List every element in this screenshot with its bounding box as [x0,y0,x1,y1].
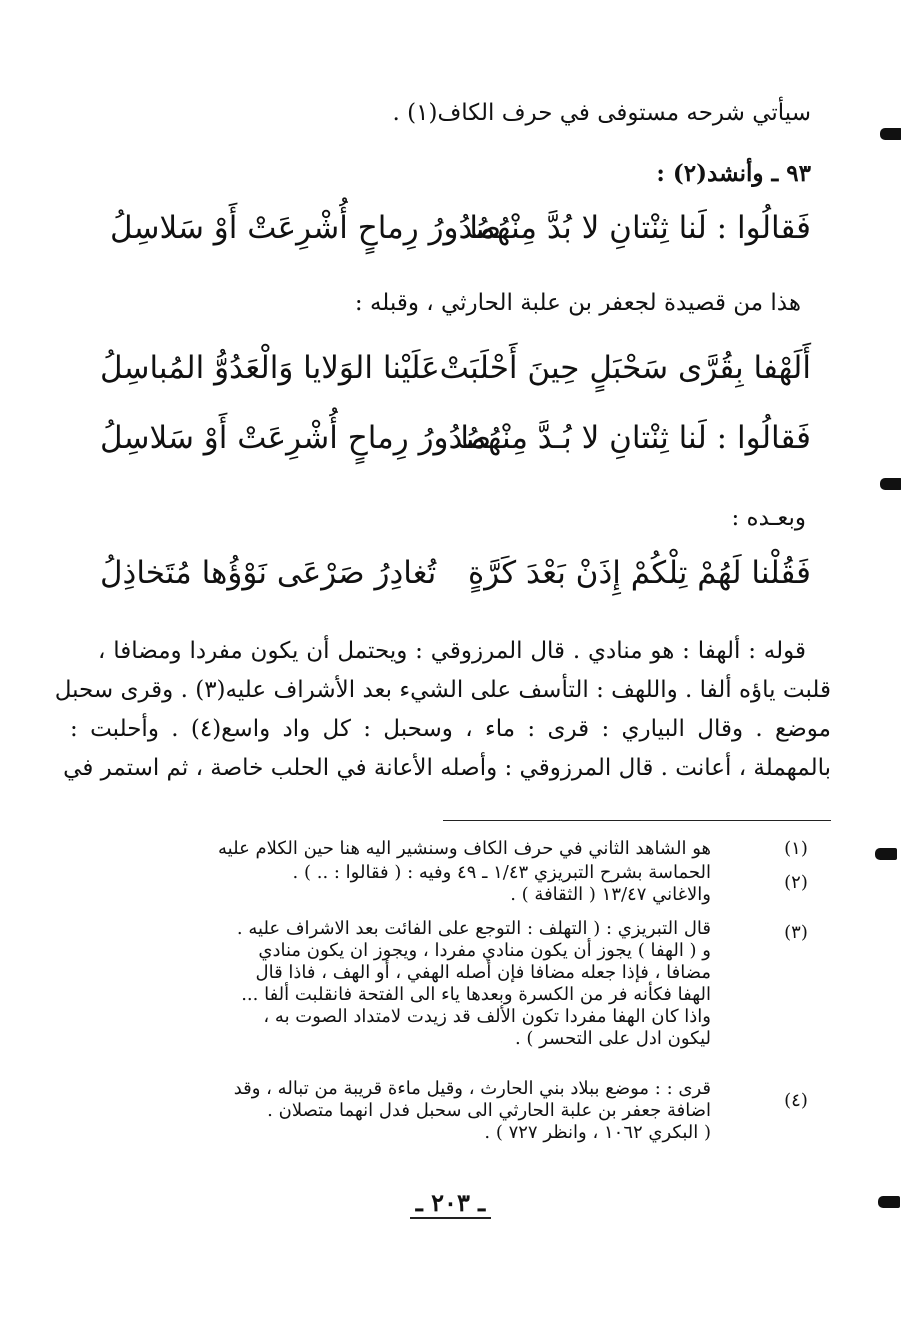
after-note: وبعـده : [731,505,806,531]
verse-4-first-hemistich: فَقُلْنا لَهُمْ تِلْكُمْ إِذَنْ بَعْدَ كَرَّةٍ [468,555,811,591]
entry-heading: ٩٣ ـ وأنشد(٢) : [656,160,811,187]
verse-2-second-hemistich: عَلَيْنا الوَلايا وَالْعَدُوُّ المُباسِلُ [100,350,440,386]
footnote-number: (٤) [784,1090,808,1111]
scan-mark [875,848,897,860]
footnote-text: هو الشاهد الثاني في حرف الكاف وسنشير اليه هنا حين الكلام عليه [218,838,711,859]
scan-mark [878,1196,900,1208]
commentary-line-4: بالمهملة ، أعانت . قال المرزوقي : وأصله الأعانة في الحلب خاصة ، ثم استمر في [63,755,831,781]
footnote-text: الحماسة بشرح التبريزي ١/٤٣ ـ ٤٩ وفيه : ( فقالوا : .. ) . والاغاني ١٣/٤٧ ( الثقافة ) . [292,862,711,905]
footnote-separator [443,820,831,821]
scan-mark [880,478,901,490]
page-number: ـ ٢٠٣ ـ [0,1188,901,1217]
footnote-text: قرى : : موضع ببلاد بني الحارث ، وقيل ماءة قريبة من تباله ، وقد اضافة جعفر بن علبة الحارثي الى سحبل فدل انهما متصلان . ( البكري ١٠٦٢ ، وانظر ٧٢٧ ) . [233,1078,711,1143]
footnote-number: (٢) [784,872,808,893]
verse-3-second-hemistich: صُدُورُ رِماحٍ أُشْرِعَتْ أَوْ سَلاسِلُ [100,420,492,456]
scan-mark [880,128,901,140]
verse-2-first-hemistich: أَلَهْفا بِقُرَّى سَحْبَلٍ حِينَ أَحْلَبَتْ [439,350,811,386]
commentary-line-1: قوله : ألهفا : هو منادي . قال المرزوقي : ويحتمل أن يكون مفردا ومضافا ، [98,638,806,664]
footnote-number: (١) [784,838,808,859]
verse-1-first-hemistich: فَقالُوا : لَنا ثِنْتانِ لا بُدَّ مِنْهُما [469,210,811,246]
verse-4-second-hemistich: تُغادِرُ صَرْعَى نَوْؤُها مُتَخاذِلُ [100,555,437,591]
commentary-line-3: موضع . وقال البياري : قرى : ماء ، وسحبل : كل واد واسع(٤) . وأحلبت : [70,716,831,742]
verse-3-first-hemistich: فَقالُوا : لَنا ثِنْتانِ لا بُـدَّ مِنْهُما [460,420,811,456]
continuation-line: سيأتي شرحه مستوفى في حرف الكاف(١) . [392,100,811,126]
source-note: هذا من قصيدة لجعفر بن علبة الحارثي ، وقبله : [354,290,801,316]
commentary-line-2: قلبت ياؤه ألفا . واللهف : التأسف على الشيء بعد الأشراف عليه(٣) . وقرى سحبل [54,677,831,703]
verse-1-second-hemistich: صُدُورُ رِماحٍ أُشْرِعَتْ أَوْ سَلاسِلُ [110,210,502,246]
footnote-text: قال التبريزي : ( التهلف : التوجع على الفائت بعد الاشراف عليه . و ( الهفا ) يجوز أن يكون منادي مفردا ، ويجوز ان يكون منادي مضافا ، فإذا جعله مضافا فإن أصله الهفي ، أو الهف ، فاذا قال الهفا فكأنه فر من الكسرة وبعدها ياء الى الفتحة فانقلبت ألفا ... واذا كان الهفا مفردا تكون الألف قد زيدت لامتداد الصوت به ، ليكون ادل على التحسر ) . [236,918,711,1049]
footnote-number: (٣) [784,922,808,943]
